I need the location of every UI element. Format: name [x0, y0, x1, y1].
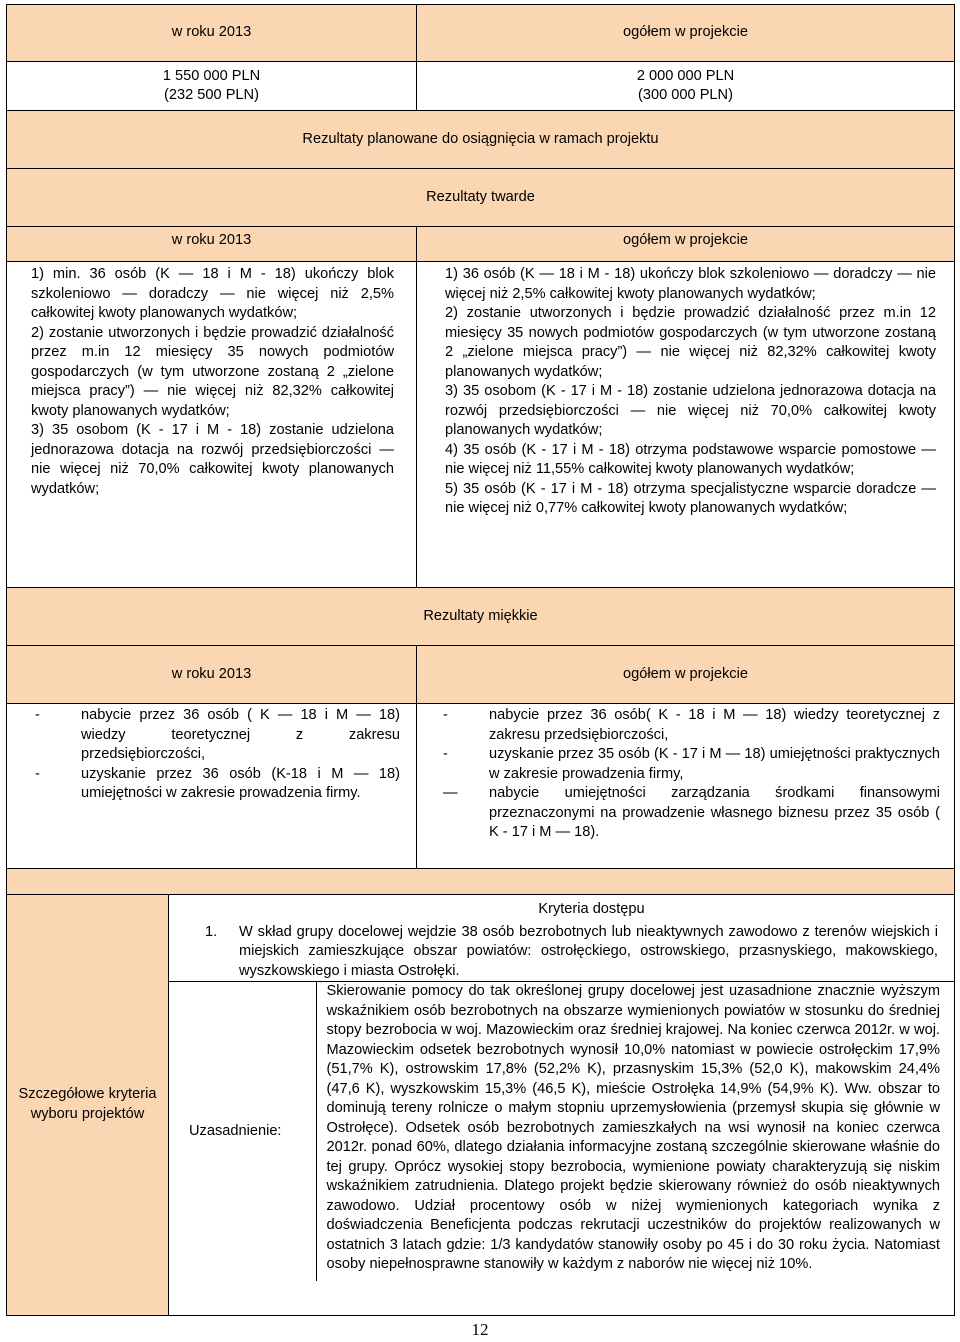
soft-col-left-header: w roku 2013 [7, 646, 417, 704]
spacer-row [7, 869, 955, 895]
list-item: - nabycie przez 36 osób ( K — 18 i M — 18) wiedzy teoretycznej z zakresu przedsiębiorczości, [35, 707, 400, 762]
soft-left-list [35, 706, 400, 804]
budget-amount-total [417, 62, 955, 111]
list-item: — nabycie umiejętności zarządzania środkami finansowymi przeznaczonymi na prowadzenie własnego biznesu przez 35 osób ( K - 17 i M — 18). [443, 785, 940, 840]
criteria-label: Szczegółowe kryteria wyboru projektów [7, 894, 169, 1315]
hard-col-right-header: ogółem w projekcie [417, 227, 955, 262]
justification-label: Uzasadnienie: [169, 982, 316, 1281]
budget-col-left-header: w roku 2013 [7, 5, 417, 62]
list-item: - nabycie przez 36 osób( K - 18 i M — 18) wiedzy teoretycznej z zakresu przedsiębiorczości, [443, 707, 940, 743]
soft-results-title: Rezultaty miękkie [7, 588, 955, 646]
justification-table [169, 981, 954, 1281]
soft-right-list [443, 706, 940, 843]
document [6, 4, 954, 1316]
hard-results-total [417, 262, 955, 588]
hard-col-left-header: w roku 2013 [7, 227, 417, 262]
budget-table [6, 4, 955, 895]
hard-results-title: Rezultaty twarde [7, 169, 955, 227]
criteria-content [169, 894, 955, 1315]
criterion-text: W skład grupy docelowej wejdzie 38 osób bezrobotnych lub nieaktywnych zawodowo z terenów wiejskich i miejskich zamieszkujące obszar powiatów: ostrołęckiego, ostrowskiego, przasnyskiego, makowskiego, wyszkowskiego i miasta Ostrołęki. [239, 923, 938, 979]
soft-col-right-header: ogółem w projekcie [417, 646, 955, 704]
results-title: Rezultaty planowane do osiągnięcia w ramach projektu [7, 111, 955, 169]
criteria-table [6, 894, 955, 1316]
soft-results-2013 [7, 704, 417, 869]
hard-right-item: 1) 36 osób (K — 18 i M - 18) ukończy blok szkoleniowo — doradczy — nie więcej niż 2,5% całkowitej kwoty planowanych wydatków; [445, 266, 936, 302]
hard-right-item: 3) 35 osobom (K - 17 i M - 18) zostanie udzielona jednorazowa dotacja na rozwój przedsiębiorczości — nie więcej niż 70,0% całkowitej kwoty planowanych wydatków; [445, 383, 936, 438]
access-criteria-title: Kryteria dostępu [538, 900, 645, 917]
amount-right-line-1: 2 000 000 PLN [636, 67, 735, 84]
amount-left-line-2: (232 500 PLN) [164, 87, 259, 103]
criterion-1 [169, 923, 954, 982]
justification-text: Skierowanie pomocy do tak określonej grupy docelowej jest uzasadnione znacznie wyższym wskaźnikiem osób bezrobotnych na obszarze wymienionych powiatów w stosunku do średniej stopy bezrobocia w woj. Mazowieckim oraz średniej krajowej. Na koniec czerwca 2012r. w woj. Mazowieckim odsetek bezrobotnych wynosił 10,0% natomiast w powiecie ostrołęckim 17,9% (51,7% K), ostrowskim 17,8% (52,2% K), przasnyskim 15,3% (52,0 K), makowskim 24,4% (47,6 K), wyszkowskim 15,3% (46,5 K), mieście Ostrołęka 14,9% (54,9% K). Ww. obszar to dominują tereny rolnicze o małym stopniu uprzemysłowienia (przemysł skupia się głównie w Ostrołęce). Odsetek osób bezrobotnych zamieszkałych na wsi wynosił na koniec czerwca 2012r. ponad 60%, dlatego działania informacyjne zostaną szczególnie skierowane właśnie do tej grupy. Oprócz wysokiej stopy bezrobocia, wymienione powiaty charakteryzują się niskim wskaźnikiem zatrudnienia. Dlatego projekt będzie skierowany również do osób nieaktywnych zawodowo. Udział procentowy osób w niżej wymienionych kategoriach wynika z doświadczenia Beneficjenta podczas rekrutacji uczestników do projektów realizowanych w ostatnich 3 latach gdzie: 1/3 kandydatów stanowiły osoby po 45 i do 30 roku życia. Natomiast osoby niepełnosprawne stanowiły w każdym z naborów nie więcej niż 10%. [316, 982, 954, 1281]
budget-amount-2013 [7, 62, 417, 111]
amount-left-line-1: 1 550 000 PLN [162, 67, 261, 84]
hard-right-item: 2) zostanie utworzonych i będzie prowadzić działalność przez m.in 12 miesięcy 35 nowych podmiotów gospodarczych (w tym utworzone zostaną 2 „zielone miejsca pracy”) — nie więcej niż 82,32% całkowitej kwoty planowanych wydatków; [445, 305, 936, 380]
hard-right-item: 4) 35 osób (K - 17 i M - 18) otrzyma podstawowe wsparcie pomostowe — nie więcej niż 11,55% całkowitej kwoty planowanych wydatków; [445, 441, 936, 477]
hard-left-item: 1) min. 36 osób (K — 18 i M - 18) ukończy blok szkoleniowo — doradczy — nie więcej niż 2,5% całkowitej kwoty planowanych wydatków; [31, 266, 394, 321]
hard-left-item: 3) 35 osobom (K - 17 i M - 18) zostanie udzielona jednorazowa dotacja na rozwój przedsiębiorczości — nie więcej niż 70,0% całkowitej kwoty planowanych wydatków; [31, 422, 394, 497]
list-item: - uzyskanie przez 35 osób (K - 17 i M — 18) umiejętności praktycznych w zakresie prowadzenia firmy, [443, 746, 940, 782]
hard-left-item: 2) zostanie utworzonych i będzie prowadzić działalność przez m.in 12 miesięcy 35 nowych podmiotów gospodarczych (w tym utworzone zostaną 2 „zielone miejsca pracy”) — nie więcej niż 82,32% całkowitej kwoty planowanych wydatków; [31, 324, 394, 419]
hard-right-item: 5) 35 osób (K - 17 i M - 18) otrzyma specjalistyczne wsparcie doradcze — nie więcej niż 0,77% całkowitej kwoty planowanych wydatków; [445, 480, 936, 516]
amount-right-line-2: (300 000 PLN) [638, 87, 733, 103]
soft-results-total [417, 704, 955, 869]
budget-col-right-header: ogółem w projekcie [417, 5, 955, 62]
page-number: 12 [471, 1320, 489, 1339]
list-item: - uzyskanie przez 36 osób (K-18 i M — 18) umiejętności w zakresie prowadzenia firmy. [35, 765, 400, 801]
criterion-number: 1. [205, 923, 218, 940]
hard-results-2013 [7, 262, 417, 588]
